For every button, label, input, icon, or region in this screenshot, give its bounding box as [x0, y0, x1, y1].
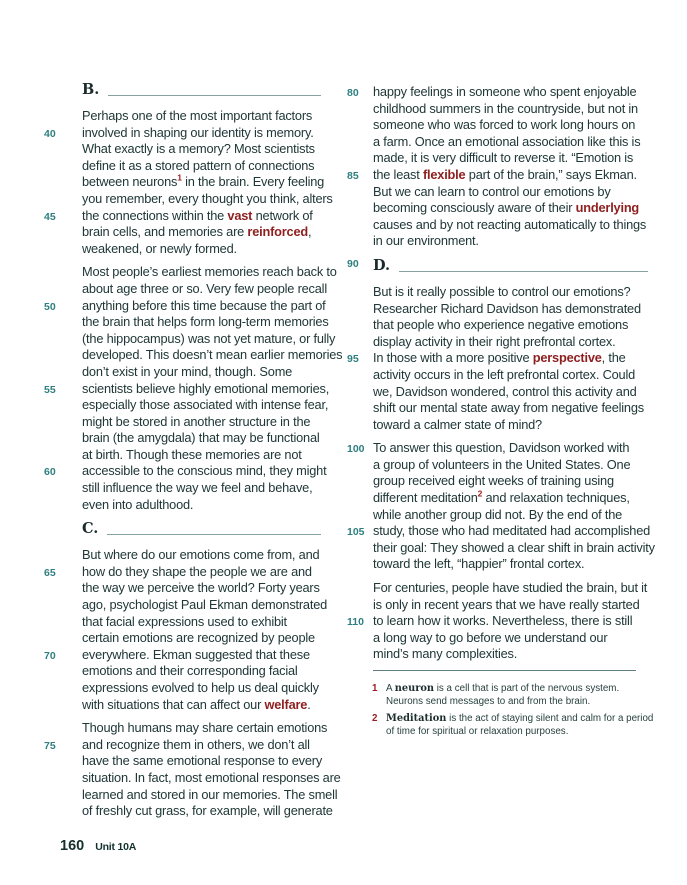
text-line-content: toward a calmer state of mind?: [373, 416, 542, 432]
text-line-content: To answer this question, Davidson worked with: [373, 440, 630, 456]
text-line-content: But where do our emotions come from, and: [82, 547, 320, 563]
text-line-content: made, it is very difficult to reverse it. “Emotion is: [373, 150, 634, 166]
line-number: 95: [347, 353, 359, 366]
text-line-content: learned and stored in our memories. The smell: [82, 786, 338, 802]
text-line: [347, 101, 652, 118]
text-line: [44, 680, 325, 697]
vocabulary-highlight: flexible: [422, 166, 466, 182]
vocabulary-highlight: welfare: [264, 696, 308, 712]
footnote-number: 1: [372, 683, 378, 694]
text-line-content: brain cells, and memories are reinforced,: [82, 224, 312, 240]
text-line: [347, 84, 652, 101]
heading-blank-line: [399, 270, 648, 272]
text-line: [44, 430, 325, 447]
text-line-content: becoming consciously aware of their underlying: [373, 200, 640, 216]
text-line-content: that people who experience negative emotions: [373, 317, 629, 333]
text-line: [347, 580, 652, 597]
text-line-content: Researcher Richard Davidson has demonstrated: [373, 300, 641, 316]
heading-blank-line: [108, 94, 321, 96]
text-line-content: still influence the way we feel and behave,: [82, 480, 313, 496]
text-line: [44, 224, 325, 241]
line-number: 105: [347, 526, 365, 539]
text-line-content: childhood summers in the countryside, but not in: [373, 100, 638, 116]
text-line-content: the connections within the vast network of: [82, 207, 313, 223]
line-number: 40: [44, 127, 56, 140]
text-line-content: certain emotions are recognized by people: [82, 630, 315, 646]
text-line: [347, 400, 652, 417]
text-line-content: situation. In fact, most emotional responses are: [82, 769, 341, 785]
text-line: [44, 397, 329, 414]
text-line: [347, 490, 652, 507]
line-number: 75: [44, 739, 56, 752]
text-line-content: In those with a more positive perspective, the: [373, 350, 626, 366]
text-line: [44, 347, 343, 364]
text-line-content: Most people’s earliest memories reach back to: [82, 264, 337, 280]
text-line: [44, 141, 325, 158]
text-line: [347, 200, 652, 217]
text-line: [347, 301, 652, 318]
text-line-content: the way we perceive the world? Forty years: [82, 580, 320, 596]
page-number: 160: [60, 838, 85, 854]
paragraph: [44, 108, 333, 257]
text-line-content: shift our mental state away from negative feelings: [373, 400, 644, 416]
text-line-content: about age three or so. Very few people recall: [82, 280, 327, 296]
text-line: [347, 150, 652, 167]
text-line-content: display activity in their right prefrontal cortex.: [373, 333, 616, 349]
text-line: [44, 630, 325, 647]
text-line-content: define it as a stored pattern of connections: [82, 157, 315, 173]
text-line: [44, 720, 328, 737]
text-line-content: What exactly is a memory? Most scientists: [82, 141, 315, 157]
paragraph: [347, 284, 652, 433]
text-line: [347, 539, 655, 557]
text-line-content: But we can learn to control our emotions by: [373, 183, 611, 199]
text-line: [347, 457, 652, 474]
line-number: 100: [347, 443, 365, 456]
text-line-content: might be stored in another structure in the: [82, 413, 311, 429]
text-line-content: accessible to the conscious mind, they might: [82, 463, 327, 479]
text-line: [347, 646, 652, 663]
section-heading: [44, 81, 325, 99]
text-line: [44, 330, 336, 348]
text-line: [347, 317, 652, 334]
text-line: [44, 241, 325, 258]
text-line-content: everywhere. Ekman suggested that these: [82, 646, 310, 662]
section-heading-row: [82, 520, 325, 538]
footnote-line: Neurons send messages to and from the brain.: [386, 695, 591, 707]
footnote-keyword: neuron: [394, 683, 435, 694]
text-line-content: don’t exist in your mind, though. Some: [82, 363, 293, 379]
text-line: [44, 125, 325, 142]
text-line: [347, 167, 652, 184]
text-line-content: (the hippocampus) was not yet mature, or fully: [82, 330, 336, 346]
text-line-content: between neurons$^1$ in the brain. Every feeling: [82, 173, 325, 190]
footnote-line: Meditation is the act of staying silent and calm for a period: [386, 713, 654, 725]
text-line: [347, 134, 652, 151]
text-line-content: their goal: They showed a clear shift in brain activity: [373, 539, 655, 555]
text-line-content: brain (the amygdala) that may be functional: [82, 430, 320, 446]
section-heading-row: [373, 257, 652, 275]
line-number: 65: [44, 566, 56, 579]
text-line-content: developed. This doesn’t mean earlier memories: [82, 347, 343, 363]
section-heading-row: [82, 81, 325, 99]
vocabulary-highlight: underlying: [575, 200, 640, 216]
text-line-content: group received eight weeks of training using: [373, 473, 614, 489]
text-line: [44, 769, 341, 787]
text-line: [44, 697, 325, 714]
paragraph: [44, 264, 343, 513]
text-line-content: that facial expressions used to exhibit: [82, 613, 287, 629]
text-line-content: and recognize them in others, we don’t all: [82, 736, 310, 752]
text-line: [44, 497, 325, 514]
text-line-content: mind’s many complexities.: [373, 646, 518, 662]
text-line-content: you remember, every thought you think, alters: [82, 190, 333, 206]
text-line-content: activity occurs in the left prefrontal cortex. Could: [373, 366, 636, 382]
text-line: [44, 786, 338, 804]
vocabulary-highlight: reinforced: [247, 224, 309, 240]
text-line-content: study, those who had meditated had accomplished: [373, 523, 651, 539]
text-line: [44, 264, 337, 281]
text-line: [347, 440, 652, 457]
footnote: [373, 683, 652, 708]
section-letter: B.: [82, 81, 100, 98]
text-line-content: For centuries, people have studied the brain, but it: [373, 580, 648, 596]
text-line-content: Perhaps one of the most important factors: [82, 108, 313, 123]
text-line: [44, 298, 325, 315]
text-line: [44, 614, 325, 631]
text-line-content: especially those associated with intense fear,: [82, 397, 329, 413]
text-line: [347, 350, 652, 367]
text-line-content: someone who was forced to work long hours on: [373, 117, 636, 133]
text-line-content: causes and by not reacting automatically to things: [373, 216, 647, 232]
text-line: [347, 507, 652, 524]
text-line-content: a long way to go before we understand our: [373, 629, 608, 645]
line-number: 90: [347, 257, 359, 270]
text-line: [347, 384, 652, 401]
text-line: [347, 217, 652, 234]
text-line: [44, 647, 325, 664]
text-line-content: with situations that can affect our welfare.: [82, 696, 311, 712]
text-line: [44, 158, 325, 175]
text-line: [347, 233, 652, 250]
text-line: [44, 208, 325, 225]
line-number: 70: [44, 649, 56, 662]
footnote-reference: 2: [477, 488, 483, 499]
text-line: [44, 463, 325, 480]
text-line-content: ago, psychologist Paul Ekman demonstrated: [82, 597, 328, 613]
line-number: 60: [44, 466, 56, 479]
footnote-keyword: Meditation: [386, 713, 447, 725]
text-line-content: while another group did not. By the end of the: [373, 506, 623, 522]
text-line: [347, 613, 652, 630]
text-line: [44, 447, 325, 464]
footnote-separator-rule: [373, 670, 636, 671]
paragraph: [44, 547, 328, 713]
text-line-content: different meditation$^2$ and relaxation techniques,: [373, 488, 630, 506]
vocabulary-highlight: perspective: [532, 350, 602, 366]
left-text-column: [44, 81, 343, 827]
heading-blank-line: [107, 533, 321, 535]
text-line-content: toward the left, “happier” frontal cortex.: [373, 556, 585, 572]
paragraph: [347, 84, 652, 250]
line-number: 80: [347, 87, 359, 99]
text-line-content: Though humans may share certain emotions: [82, 720, 328, 736]
text-line: [347, 367, 652, 384]
text-line: [44, 663, 325, 680]
text-line-content: But is it really possible to control our emotions?: [373, 283, 631, 299]
section-letter: C.: [82, 520, 99, 538]
paragraph: [44, 720, 341, 820]
text-line: [44, 174, 325, 191]
text-line: [347, 334, 652, 351]
text-line-content: scientists believe highly emotional memories,: [82, 380, 330, 396]
text-line-content: a group of volunteers in the United States. One: [373, 456, 631, 472]
text-line-content: have the same emotional response to every: [82, 753, 323, 769]
text-line-content: at birth. Though these memories are not: [82, 446, 302, 462]
text-line: [347, 473, 652, 490]
text-line-content: the brain that helps form long-term memories: [82, 314, 329, 330]
text-line: [44, 803, 333, 820]
text-line-content: expressions evolved to help us deal quickly: [82, 680, 319, 695]
paragraph: [347, 440, 655, 573]
line-number: 50: [44, 300, 56, 313]
text-line: [44, 108, 325, 125]
text-line-content: to learn how it works. Nevertheless, there is still: [373, 613, 633, 629]
text-line: [44, 281, 325, 298]
text-line-content: how do they shape the people we are and: [82, 563, 312, 579]
footnote: [373, 713, 652, 738]
text-line-content: even into adulthood.: [82, 496, 194, 512]
text-line-content: involved in shaping our identity is memory.: [82, 124, 314, 140]
right-text-column: [347, 84, 655, 743]
unit-label: Unit 10A: [95, 841, 137, 853]
text-line-content: anything before this time because the part of: [82, 297, 326, 313]
text-line: [44, 737, 325, 754]
text-line: [44, 580, 325, 597]
text-line: [44, 480, 325, 497]
text-line-content: happy feelings in someone who spent enjoyable: [373, 84, 637, 99]
text-line-content: we, Davidson wondered, control this activity and: [373, 383, 637, 399]
section-heading: [44, 520, 325, 538]
section-heading: [347, 257, 652, 275]
page-footer: [60, 838, 136, 854]
paragraph: [347, 580, 652, 663]
text-line-content: is only in recent years that we have really started: [373, 596, 640, 612]
text-line-content: a farm. Once an emotional association like this is: [373, 133, 641, 149]
text-line: [44, 564, 325, 581]
footnote-number: 2: [372, 713, 378, 725]
footnote-line: of time for spiritual or relaxation purposes.: [386, 725, 569, 737]
text-line-content: weakened, or newly formed.: [82, 240, 237, 256]
text-line: [347, 523, 652, 540]
section-letter: D.: [373, 256, 391, 274]
text-line: [44, 547, 325, 564]
line-number: 85: [347, 169, 359, 182]
text-line: [347, 417, 652, 434]
text-line-content: emotions and their corresponding facial: [82, 663, 298, 679]
text-line: [44, 314, 329, 331]
text-line: [347, 630, 652, 647]
line-number: 45: [44, 210, 56, 223]
text-line: [347, 284, 652, 301]
text-line: [44, 364, 325, 381]
footnote-line: A neuron is a cell that is part of the nervous system.: [386, 683, 620, 694]
text-line: [347, 184, 652, 201]
text-line: [347, 117, 652, 134]
line-number: 55: [44, 383, 56, 396]
text-line: [44, 380, 330, 398]
text-line-content: of freshly cut grass, for example, will generate: [82, 803, 333, 819]
text-line: [44, 597, 328, 614]
text-line-content: in our environment.: [373, 233, 479, 249]
footnote-reference: 1: [177, 173, 182, 184]
text-line-content: the least flexible part of the brain,” says Ekman.: [373, 166, 637, 182]
text-line: [44, 190, 333, 208]
text-line: [347, 597, 652, 614]
vocabulary-highlight: vast: [227, 207, 253, 223]
text-line: [347, 556, 652, 573]
text-line: [44, 753, 325, 770]
text-line: [44, 414, 325, 431]
line-number: 110: [347, 616, 364, 629]
